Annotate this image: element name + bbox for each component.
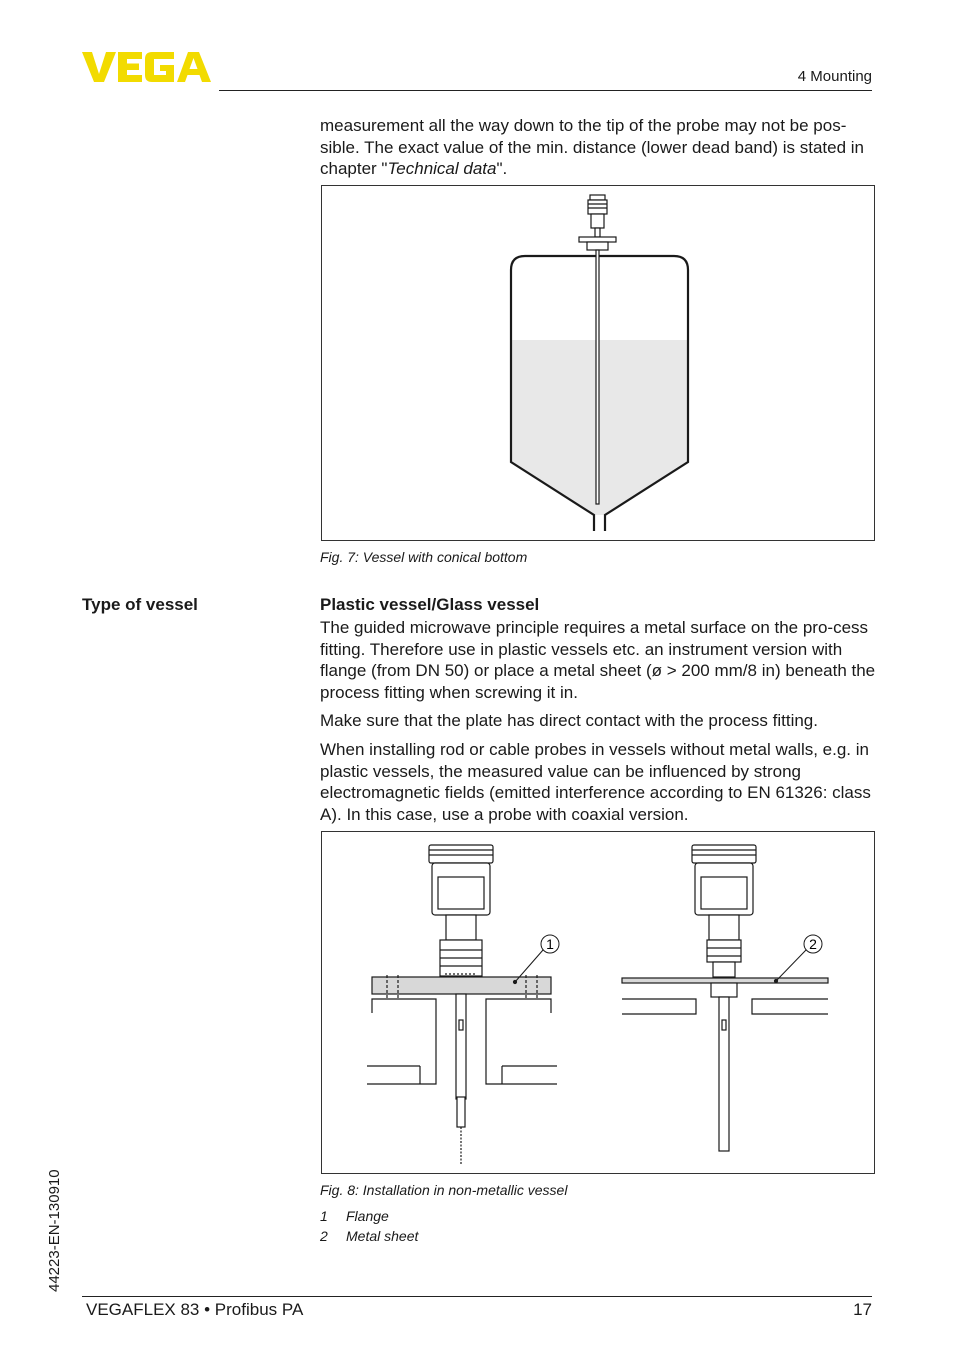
fig8-caption: Fig. 8: Installation in non-metallic vessel bbox=[320, 1182, 568, 1198]
intro-paragraph: measurement all the way down to the tip of the probe may not be pos-sible. The exact value of the min. distance (lower dead band) is stated in chapter "Technical data". bbox=[320, 116, 864, 179]
fig7-caption: Fig. 7: Vessel with conical bottom bbox=[320, 549, 528, 565]
figure-7 bbox=[321, 185, 875, 541]
subheading-plastic-vessel: Plastic vessel/Glass vessel bbox=[320, 595, 540, 614]
paragraph-plate-contact: Make sure that the plate has direct contact with the process fitting. bbox=[320, 711, 818, 730]
flange-plate bbox=[372, 977, 551, 994]
paragraph-metal-surface: The guided microwave principle requires a metal surface on the pro-cess fitting. Therefore use in plastic vessels etc. an instrument version with flange (from DN 50) or place a metal sheet (ø > 200 mm/8 in) beneath the process fitting when screwing it in. bbox=[320, 618, 876, 702]
sheet-probe-assembly bbox=[622, 845, 828, 1151]
vega-logo bbox=[82, 50, 212, 84]
legend-item: 2 Metal sheet bbox=[320, 1227, 419, 1244]
page-number: 17 bbox=[853, 1300, 872, 1319]
installation-illustration bbox=[322, 832, 874, 1173]
metal-sheet bbox=[622, 978, 828, 983]
legend-item: 1 Flange bbox=[320, 1208, 389, 1224]
header-rule bbox=[219, 90, 872, 91]
footer-rule bbox=[82, 1296, 872, 1297]
flange-probe-assembly bbox=[367, 845, 557, 1164]
document-code: 44223-EN-130910 bbox=[46, 1169, 63, 1292]
callout-2: 2 bbox=[809, 936, 817, 952]
paragraph-electromagnetic: When installing rod or cable probes in vessels without metal walls, e.g. in plastic vessels, the measured value can be influenced by strong electromagnetic fields (emitted interference according to EN 61326: class A). In this case, use a probe with coaxial version. bbox=[320, 740, 871, 824]
side-heading-type-of-vessel: Type of vessel bbox=[82, 595, 198, 614]
callout-1: 1 bbox=[546, 936, 554, 952]
fig8-legend bbox=[320, 1207, 418, 1246]
header-section: 4 Mounting bbox=[797, 68, 872, 85]
vessel-conical-illustration bbox=[322, 186, 874, 540]
footer-title: VEGAFLEX 83 • Profibus PA bbox=[86, 1300, 304, 1319]
figure-8 bbox=[321, 831, 875, 1174]
